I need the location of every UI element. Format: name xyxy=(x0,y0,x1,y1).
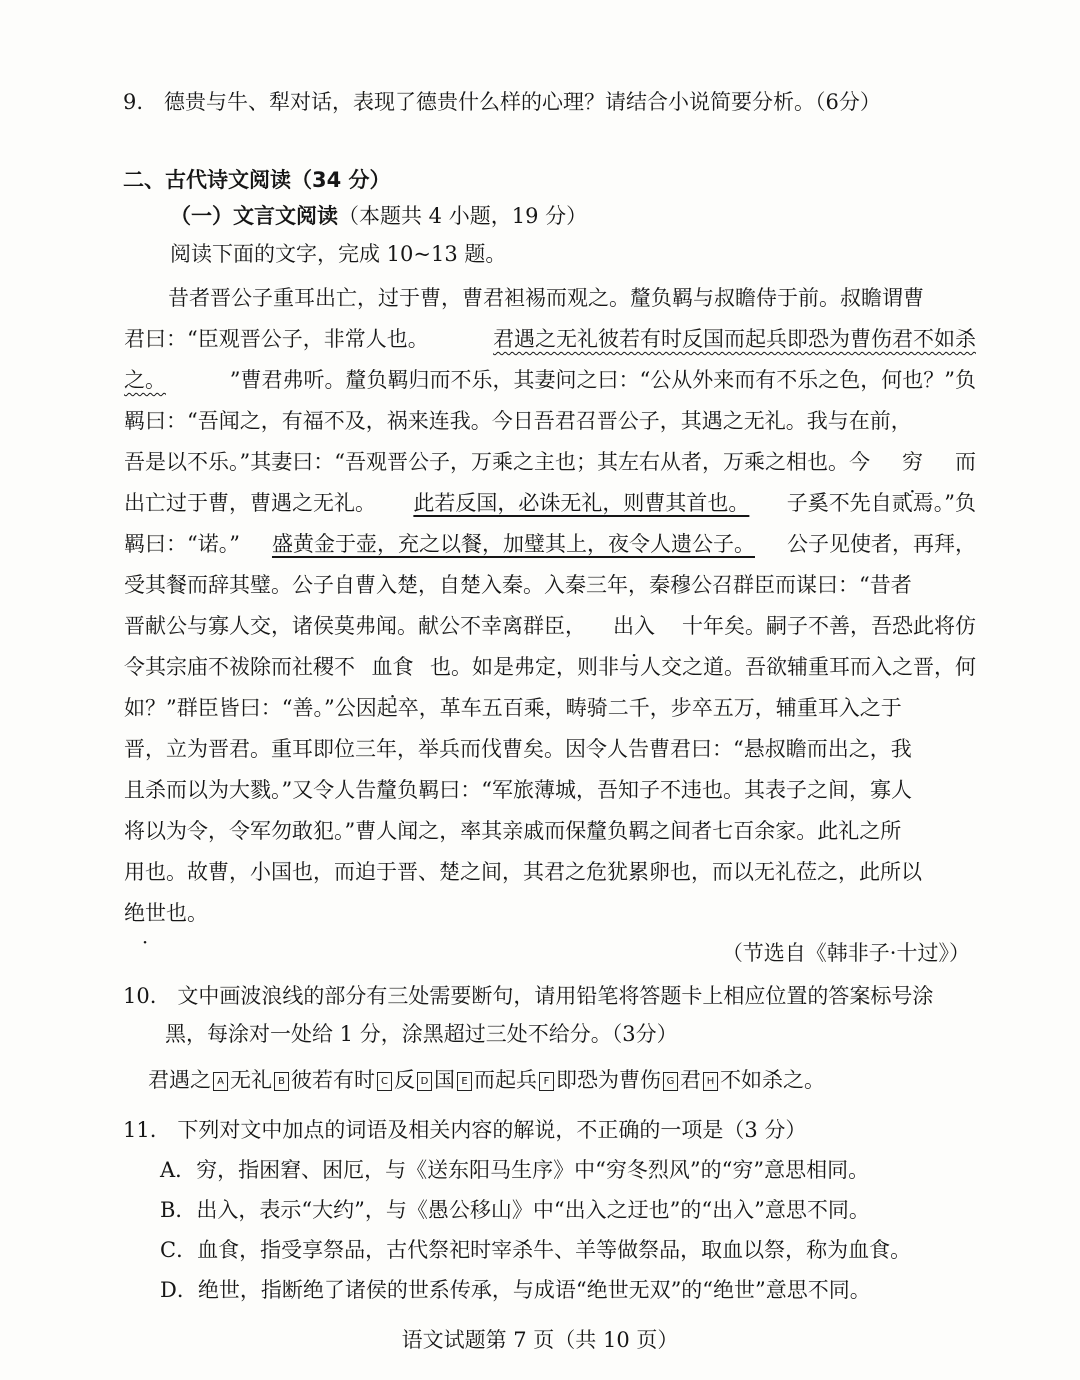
underlined-sentence: 此若反国，必诛无礼，则曹其首也。 xyxy=(413,491,750,515)
subsection-note: （本题共 4 小题，19 分） xyxy=(338,204,588,228)
answer-box-h[interactable]: H xyxy=(703,1072,718,1091)
dotted-word-qiong: 穷 · xyxy=(902,442,923,483)
passage-line xyxy=(124,319,976,360)
passage-line: 昔者晋公子重耳出亡，过于曹，曹君袒裼而观之。釐负羁与叔瞻侍于前。叔瞻谓曹 xyxy=(168,286,924,310)
dotted-word-churu: 出入 · xyxy=(613,606,655,647)
passage-line xyxy=(124,360,976,401)
passage-text: 子奚不先自贰焉。”负 xyxy=(786,491,976,515)
passage-source: （节选自《韩非子·十过》） xyxy=(721,941,970,965)
passage-line: 受其餐而辞其璧。公子自曹入楚，自楚入秦。入秦三年，秦穆公召群臣而谋曰：“昔者 xyxy=(124,573,912,597)
passage-line xyxy=(124,442,976,483)
classical-passage xyxy=(124,278,976,934)
reading-instruction: 阅读下面的文字，完成 10~13 题。 xyxy=(170,242,507,266)
answer-segment: 国 xyxy=(434,1068,455,1092)
wavy-underlined-text: 之。 xyxy=(124,368,166,392)
passage-text: 也。 xyxy=(166,901,208,925)
wavy-underlined-text: 君遇之无礼彼若有时反国而起兵即恐为曹伤君不如杀 xyxy=(493,327,976,351)
passage-text: ”曹君弗听。釐负羁归而不乐，其妻问之曰：“公从外来而有不乐之色，何也？”负 xyxy=(229,368,976,392)
answer-box-d[interactable]: D xyxy=(417,1072,432,1091)
passage-line xyxy=(124,524,976,565)
dotted-word-xueshi: 血食 · xyxy=(372,647,414,688)
subsection-heading xyxy=(170,202,587,230)
passage-line: 如？”群臣皆曰：“善。”公因起卒，革车五百乘，畴骑二千，步卒五万，辅重耳入之于 xyxy=(124,696,902,720)
question-9: 9. 德贵与牛、犁对话，表现了德贵什么样的心理？请结合小说简要分析。（6分） xyxy=(123,90,881,114)
punctuation-answer-line xyxy=(148,1066,825,1094)
answer-box-c[interactable]: C xyxy=(377,1072,392,1091)
answer-box-e[interactable]: E xyxy=(457,1072,472,1091)
passage-line xyxy=(124,647,976,688)
underlined-sentence: 盛黄金于壶，充之以餐，加璧其上，夜令人遗公子。 xyxy=(271,532,755,556)
passage-line: 晋，立为晋君。重耳即位三年，举兵而伐曹矣。因令人告曹君曰：“悬叔瞻而出之，我 xyxy=(124,737,912,761)
option-c: C．血食，指受享祭品，古代祭祀时宰杀牛、羊等做祭品，取血以祭，称为血食。 xyxy=(160,1238,912,1262)
answer-segment: 彼若有时 xyxy=(291,1068,375,1092)
passage-text: 而 xyxy=(955,450,976,474)
passage-line: 且杀而以为大戮。”又令人告釐负羁曰：“军旅薄城，吾知子不违也。其表子之间，寡人 xyxy=(124,778,912,802)
subsection-label: （一）文言文阅读 xyxy=(170,204,338,228)
answer-segment: 即恐为曹伤 xyxy=(556,1068,661,1092)
answer-box-a[interactable]: A xyxy=(213,1072,228,1091)
passage-line xyxy=(124,483,976,524)
passage-line: 用也。故曹，小国也，而迫于晋、楚之间，其君之危犹累卵也，而以无礼莅之，此所以 xyxy=(124,860,922,884)
passage-text: 公子见使者，再拜， xyxy=(786,532,976,556)
option-b: B．出入，表示“大约”，与《愚公移山》中“出入之迂也”的“出入”意思不同。 xyxy=(160,1198,870,1222)
answer-segment: 不如杀之。 xyxy=(720,1068,825,1092)
page-footer: 语文试题第 7 页（共 10 页） xyxy=(401,1328,679,1352)
passage-text: 吾是以不乐。”其妻曰：“吾观晋公子，万乘之主也；其左右从者，万乘之相也。今 xyxy=(124,450,870,474)
question-10-line-1: 10. 文中画波浪线的部分有三处需要断句，请用铅笔将答题卡上相应位置的答案标号涂 xyxy=(123,984,934,1008)
passage-line xyxy=(124,606,976,647)
passage-text: 十年矣。嗣子不善，吾恐此将仿 xyxy=(682,614,976,638)
passage-line: 将以为令，令军勿敢犯。”曹人闻之，率其亲戚而保釐负羁之间者七百余家。此礼之所 xyxy=(124,819,902,843)
question-10-line-2: 黑，每涂对一处给 1 分，涂黑超过三处不给分。（3分） xyxy=(165,1022,678,1046)
answer-segment: 无礼 xyxy=(230,1068,272,1092)
answer-box-b[interactable]: B xyxy=(274,1072,289,1091)
passage-text: 出亡过于曹，曹遇之无礼。 xyxy=(124,491,376,515)
option-a: A．穷，指困窘、困厄，与《送东阳马生序》中“穷冬烈风”的“穷”意思相同。 xyxy=(160,1158,870,1182)
answer-box-g[interactable]: G xyxy=(663,1072,678,1091)
answer-segment: 君遇之 xyxy=(148,1068,211,1092)
passage-text: 君曰：“臣观晋公子，非常人也。 xyxy=(124,327,429,351)
passage-text: 也。如是弗定，则非与人交之道。吾欲辅重耳而入之晋，何 xyxy=(430,655,976,679)
passage-line xyxy=(124,893,976,934)
passage-text: 晋献公与寡人交，诸侯莫弗闻。献公不幸离群臣， xyxy=(124,614,586,638)
passage-line: 羁曰：“吾闻之，有福不及，祸来连我。今日吾君召晋公子，其遇之无礼。我与在前， xyxy=(124,409,912,433)
passage-text: 令其宗庙不祓除而社稷不 xyxy=(124,655,355,679)
answer-segment: 而起兵 xyxy=(474,1068,537,1092)
dotted-word-jueshi: 绝世 · xyxy=(124,893,166,934)
answer-box-f[interactable]: F xyxy=(539,1072,554,1091)
passage-text: 羁曰：“诺。” xyxy=(124,532,240,556)
question-11-stem: 11. 下列对文中加点的词语及相关内容的解说，不正确的一项是（3 分） xyxy=(123,1118,807,1142)
answer-segment: 君 xyxy=(680,1068,701,1092)
answer-segment: 反 xyxy=(394,1068,415,1092)
section-title: 二、古代诗文阅读（34 分） xyxy=(123,168,391,192)
option-d: D．绝世，指断绝了诸侯的世系传承，与成语“绝世无双”的“绝世”意思不同。 xyxy=(160,1278,871,1302)
